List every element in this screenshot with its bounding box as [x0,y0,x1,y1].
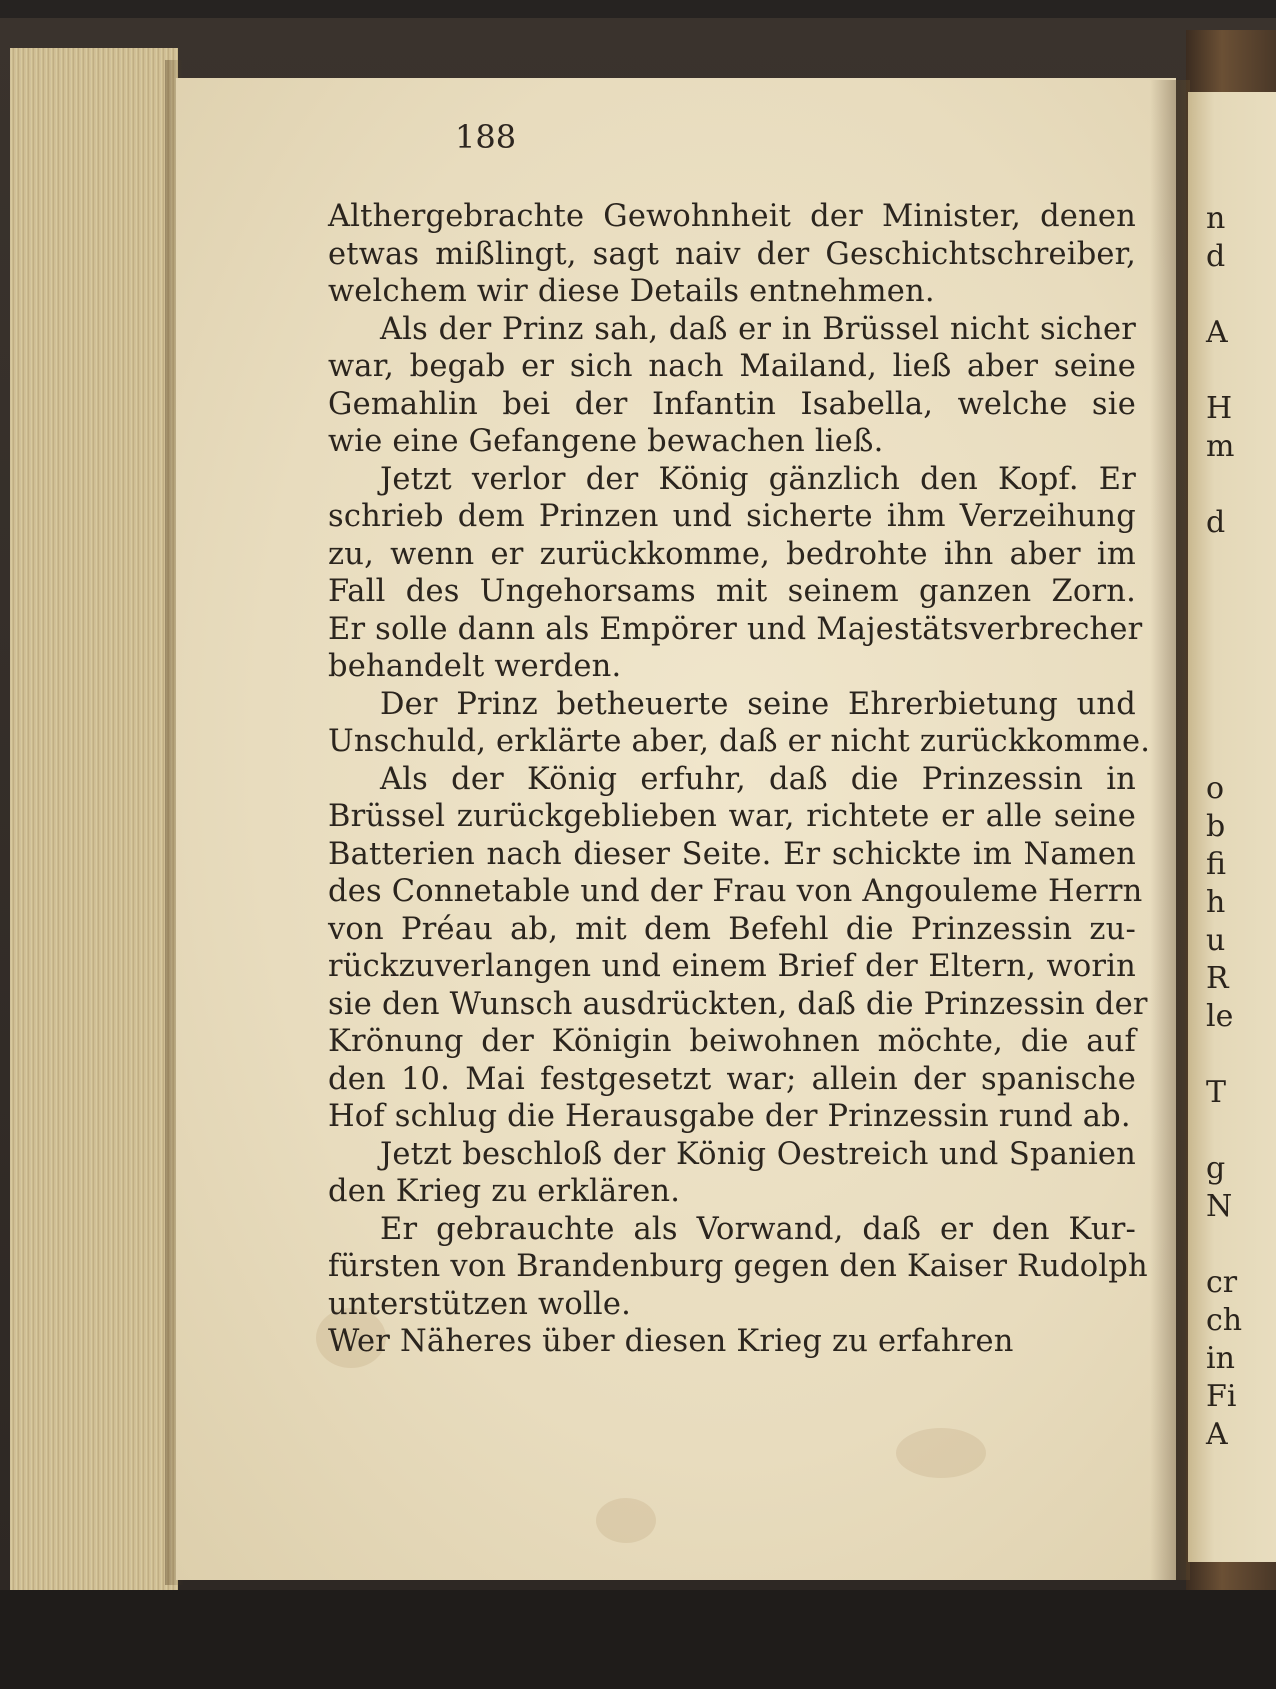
text-line: etwas mißlingt, sagt naiv der Geschichtschreiber, [328,236,1136,272]
fragment-line [1206,1036,1242,1074]
text-line: Als der Prinz sah, daß er in Brüssel nicht sicher [380,311,1136,347]
fragment-line [1206,466,1242,504]
text-line: Hof schlug die Herausgabe der Prinzessin rund ab. [328,1099,1131,1134]
fragment-line: n [1206,201,1226,236]
page-edges [10,48,178,1593]
paper-stain [596,1498,656,1543]
fragment-line: h [1206,885,1226,920]
right-page-edge [1188,92,1276,1562]
text-line: Batterien nach dieser Seite. Er schickte im Namen [328,836,1136,872]
text-line: Brüssel zurückgeblieben war, richtete er alle seine [328,799,1136,834]
fragment-line: N [1206,1189,1233,1224]
fragment-line: cr [1206,1265,1238,1300]
right-page-fragments [1206,200,1242,1454]
text-line: Gemahlin bei der Infantin Isabella, welche sie [328,386,1136,422]
fragment-line: le [1206,999,1234,1034]
text-line: von Préau ab, mit dem Befehl die Prinzessin zu- [328,911,1136,947]
fragment-line [1206,1226,1242,1264]
text-line: war, begab er sich nach Mailand, ließ aber seine [328,349,1136,384]
text-line: Fall des Ungehorsams mit seinem ganzen Zorn. [328,574,1136,609]
fragment-line [1206,1112,1242,1150]
fragment-line [1206,656,1242,694]
text-line: sie den Wunsch ausdrückten, daß die Prinzessin der [328,986,1148,1022]
scan-background [0,1590,1276,1689]
text-line: welchem wir diese Details entnehmen. [328,274,935,309]
text-line: Er gebrauchte als Vorwand, daß er den Kur- [380,1211,1136,1247]
body-text [328,198,1151,1361]
fragment-line: H [1206,391,1233,426]
text-line: Als der König erfuhr, daß die Prinzessin in [380,761,1136,797]
text-line: Er solle dann als Empörer und Majestätsverbrecher [328,611,1143,647]
fragment-line [1206,618,1242,656]
fragment-line: b [1206,809,1226,844]
fragment-line: fi [1206,847,1227,882]
text-line: wie eine Gefangene bewachen ließ. [328,424,884,459]
fragment-line: g [1206,1151,1226,1186]
fragment-line: A [1206,315,1228,350]
text-line: Krönung der Königin beiwohnen möchte, die auf [328,1024,1136,1059]
paper-stain [896,1428,986,1478]
fragment-line: Fi [1206,1379,1237,1414]
fragment-line: ch [1206,1303,1243,1338]
text-line: schrieb dem Prinzen und sicherte ihm Verzeihung [328,499,1136,534]
fragment-line: u [1206,923,1226,958]
fragment-line: m [1206,429,1235,464]
fragment-line [1206,580,1242,618]
text-line: zu, wenn er zurückkomme, bedrohte ihn aber im [328,536,1136,572]
page-number: 188 [455,118,517,156]
text-line: des Connetable und der Frau von Angouleme Herrn [328,874,1143,909]
text-line: unterstützen wolle. [328,1286,631,1322]
fragment-line [1206,352,1242,390]
text-line: den Krieg zu erklären. [328,1174,681,1209]
fragment-line [1206,276,1242,314]
text-line: Jetzt verlor der König gänzlich den Kopf. Er [380,461,1136,497]
fragment-line: d [1206,505,1226,540]
text-line: behandelt werden. [328,649,622,684]
fragment-line [1206,542,1242,580]
fragment-line [1206,732,1242,770]
fragment-line: R [1206,961,1229,996]
fragment-line: T [1206,1075,1227,1110]
text-line: fürsten von Brandenburg gegen den Kaiser Rudolph [328,1249,1148,1284]
text-line: Althergebrachte Gewohnheit der Minister, denen [328,199,1136,234]
fragment-line: d [1206,239,1226,274]
fragment-line [1206,694,1242,732]
text-line: Der Prinz betheuerte seine Ehrerbietung und [380,686,1136,722]
text-line: Unschuld, erklärte aber, daß er nicht zurückkomme. [328,724,1151,759]
fragment-line: A [1206,1417,1228,1452]
text-line: rückzuverlangen und einem Brief der Eltern, worin [328,949,1136,984]
fragment-line: o [1206,771,1225,806]
fragment-line: in [1206,1341,1235,1376]
text-line: den 10. Mai festgesetzt war; allein der spanische [328,1061,1136,1097]
gutter-shadow [1150,80,1190,1580]
text-line: Jetzt beschloß der König Oestreich und Spanien [380,1136,1136,1172]
text-line: Wer Näheres über diesen Krieg zu erfahren [328,1324,1014,1359]
